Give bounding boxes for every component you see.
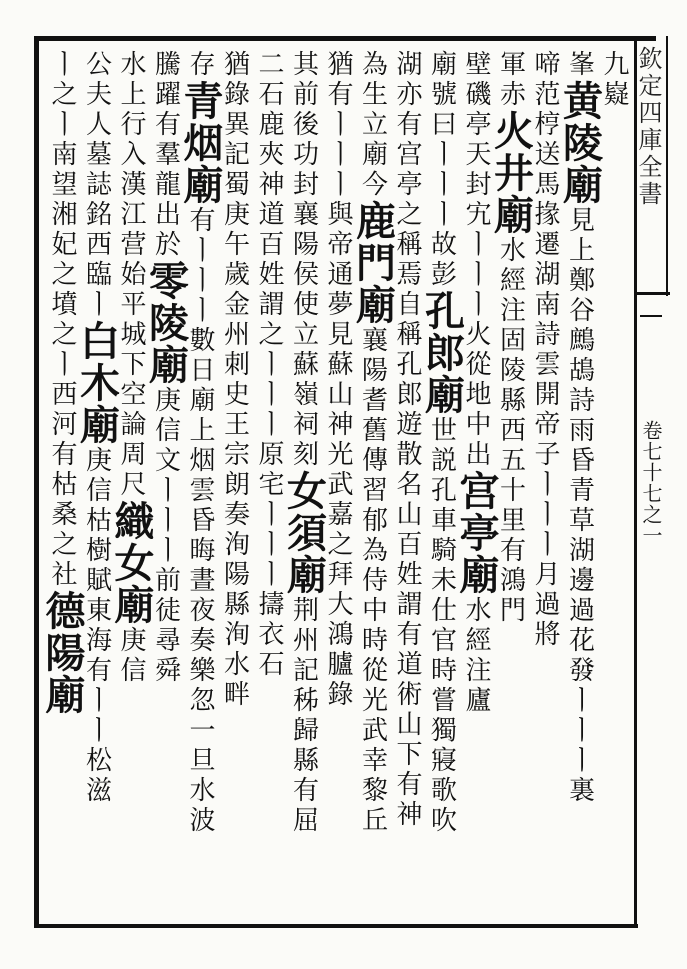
annotation-text: 庚信 — [116, 626, 146, 686]
text-column — [387, 50, 422, 920]
text-column — [108, 50, 155, 920]
annotation-text: 其前後功封襄陽侯使立蘇嶺祠刻 — [288, 50, 319, 470]
annotation-text: 二石鹿夾神道百姓謂之ㅣㅣㅣ — [254, 50, 284, 440]
text-column — [349, 50, 397, 920]
text-column — [142, 50, 190, 920]
annotation-text: 廟號曰ㅣㅣㅣ故彭 — [426, 50, 457, 290]
text-column — [73, 50, 121, 920]
annotation-text: 見上鄭谷鷓鴣詩雨昏青草湖邊過花發ㅣㅣㅣ裏 — [564, 206, 595, 806]
fold-book-title: 欽定四庫全書 — [634, 46, 662, 208]
annotation-text: 有ㅣㅣㅣ數日廟上烟雲昏晦晝夜奏樂忽一旦水波 — [185, 206, 215, 836]
annotation-text: 自稱孔郎遊散名山百姓謂有道術 — [392, 290, 422, 710]
annotation-text: 與帝通夢見蘇山神光武嘉之拜大鴻臚錄 — [323, 200, 353, 710]
fold-juan-number: 卷七十七之一 — [639, 420, 663, 546]
frame-bottom-rule — [34, 924, 638, 928]
temple-heading: 女須廟 — [280, 470, 328, 596]
annotation-text: 亭天封宄ㅣㅣㅣ火從地中出 — [461, 110, 491, 470]
annotation-text: 世説孔車騎未仕官時嘗獨寢歌吹 — [426, 416, 457, 836]
annotation-text: 騰躍有羣龍出於 — [150, 50, 181, 260]
annotation-text: ㅣ之ㅣ南望湘妃之墳 — [47, 50, 77, 320]
annotation-text: 山下有神 — [392, 710, 422, 830]
text-column — [249, 50, 284, 920]
annotation-text: 原宅ㅣㅣㅣ擣衣石 — [254, 440, 284, 680]
text-column — [177, 50, 224, 920]
fold-rule — [666, 36, 668, 296]
annotation-text: 為生立廟今 — [357, 50, 388, 200]
temple-heading: 織女廟 — [108, 500, 155, 626]
temple-heading: 白木廟 — [73, 320, 121, 446]
text-column — [453, 50, 500, 920]
fold-head-rule — [634, 292, 670, 295]
annotation-text: 湖亦有宫亭之稱焉 — [392, 50, 422, 290]
text-column — [418, 50, 466, 920]
temple-heading: 黄陵廟 — [556, 80, 604, 206]
annotation-text: 松滋 — [81, 746, 112, 806]
annotation-text: 峯 — [564, 50, 595, 80]
annotation-text: 水上行入漢江 — [116, 50, 146, 230]
fishtail-mark — [640, 315, 662, 317]
temple-heading: 鹿門廟 — [349, 200, 397, 326]
temple-heading: 青烟廟 — [177, 80, 224, 206]
annotation-text: 庚信文ㅣㅣㅣ前徒尋舜 — [150, 386, 181, 686]
annotation-text: 錄異記蜀庚午歲金州刺史王宗朗奏洵陽縣洵水畔 — [219, 80, 250, 710]
text-column — [280, 50, 328, 920]
frame-top-rule — [36, 36, 656, 41]
text-column — [556, 50, 604, 920]
annotation-text: 水經注固陵縣西五十里有鴻門 — [495, 236, 526, 626]
annotation-text: 存 — [185, 50, 215, 80]
annotation-text: 啼范梈送馬掾遷湖南詩雲開帝子ㅣㅣㅣ月過將 — [530, 50, 560, 650]
annotation-text: 水經注廬 — [461, 596, 491, 716]
temple-heading: 孔郎廟 — [418, 290, 466, 416]
frame-left-rule — [34, 36, 39, 928]
annotation-text: 营始平城下空論周尺 — [116, 230, 146, 500]
annotation-text: 軍赤 — [495, 50, 526, 110]
annotation-text: 猶有ㅣㅣㅣ — [323, 50, 353, 200]
annotation-text: 壁磯 — [461, 50, 491, 110]
annotation-text: 公夫人墓誌銘西臨ㅣ — [81, 50, 112, 320]
temple-heading: 德陽廟 — [39, 590, 86, 716]
annotation-text: 荆州記秭歸縣有屈 — [288, 596, 319, 836]
temple-heading: 火井廟 — [487, 110, 535, 236]
temple-heading: 宫亭廟 — [453, 470, 500, 596]
annotation-text: 之ㅣ西河有枯桑之社 — [47, 320, 77, 590]
annotation-text: 襄陽耆舊傳習郁為侍中時從光武幸黎丘 — [357, 326, 388, 836]
text-column — [39, 50, 86, 920]
temple-heading: 零陵廟 — [142, 260, 190, 386]
annotation-text: 猶 — [219, 50, 250, 80]
annotation-text: 庚信枯樹賦東海有ㅣㅣ — [81, 446, 112, 746]
annotation-text: 九嶷 — [599, 50, 629, 110]
